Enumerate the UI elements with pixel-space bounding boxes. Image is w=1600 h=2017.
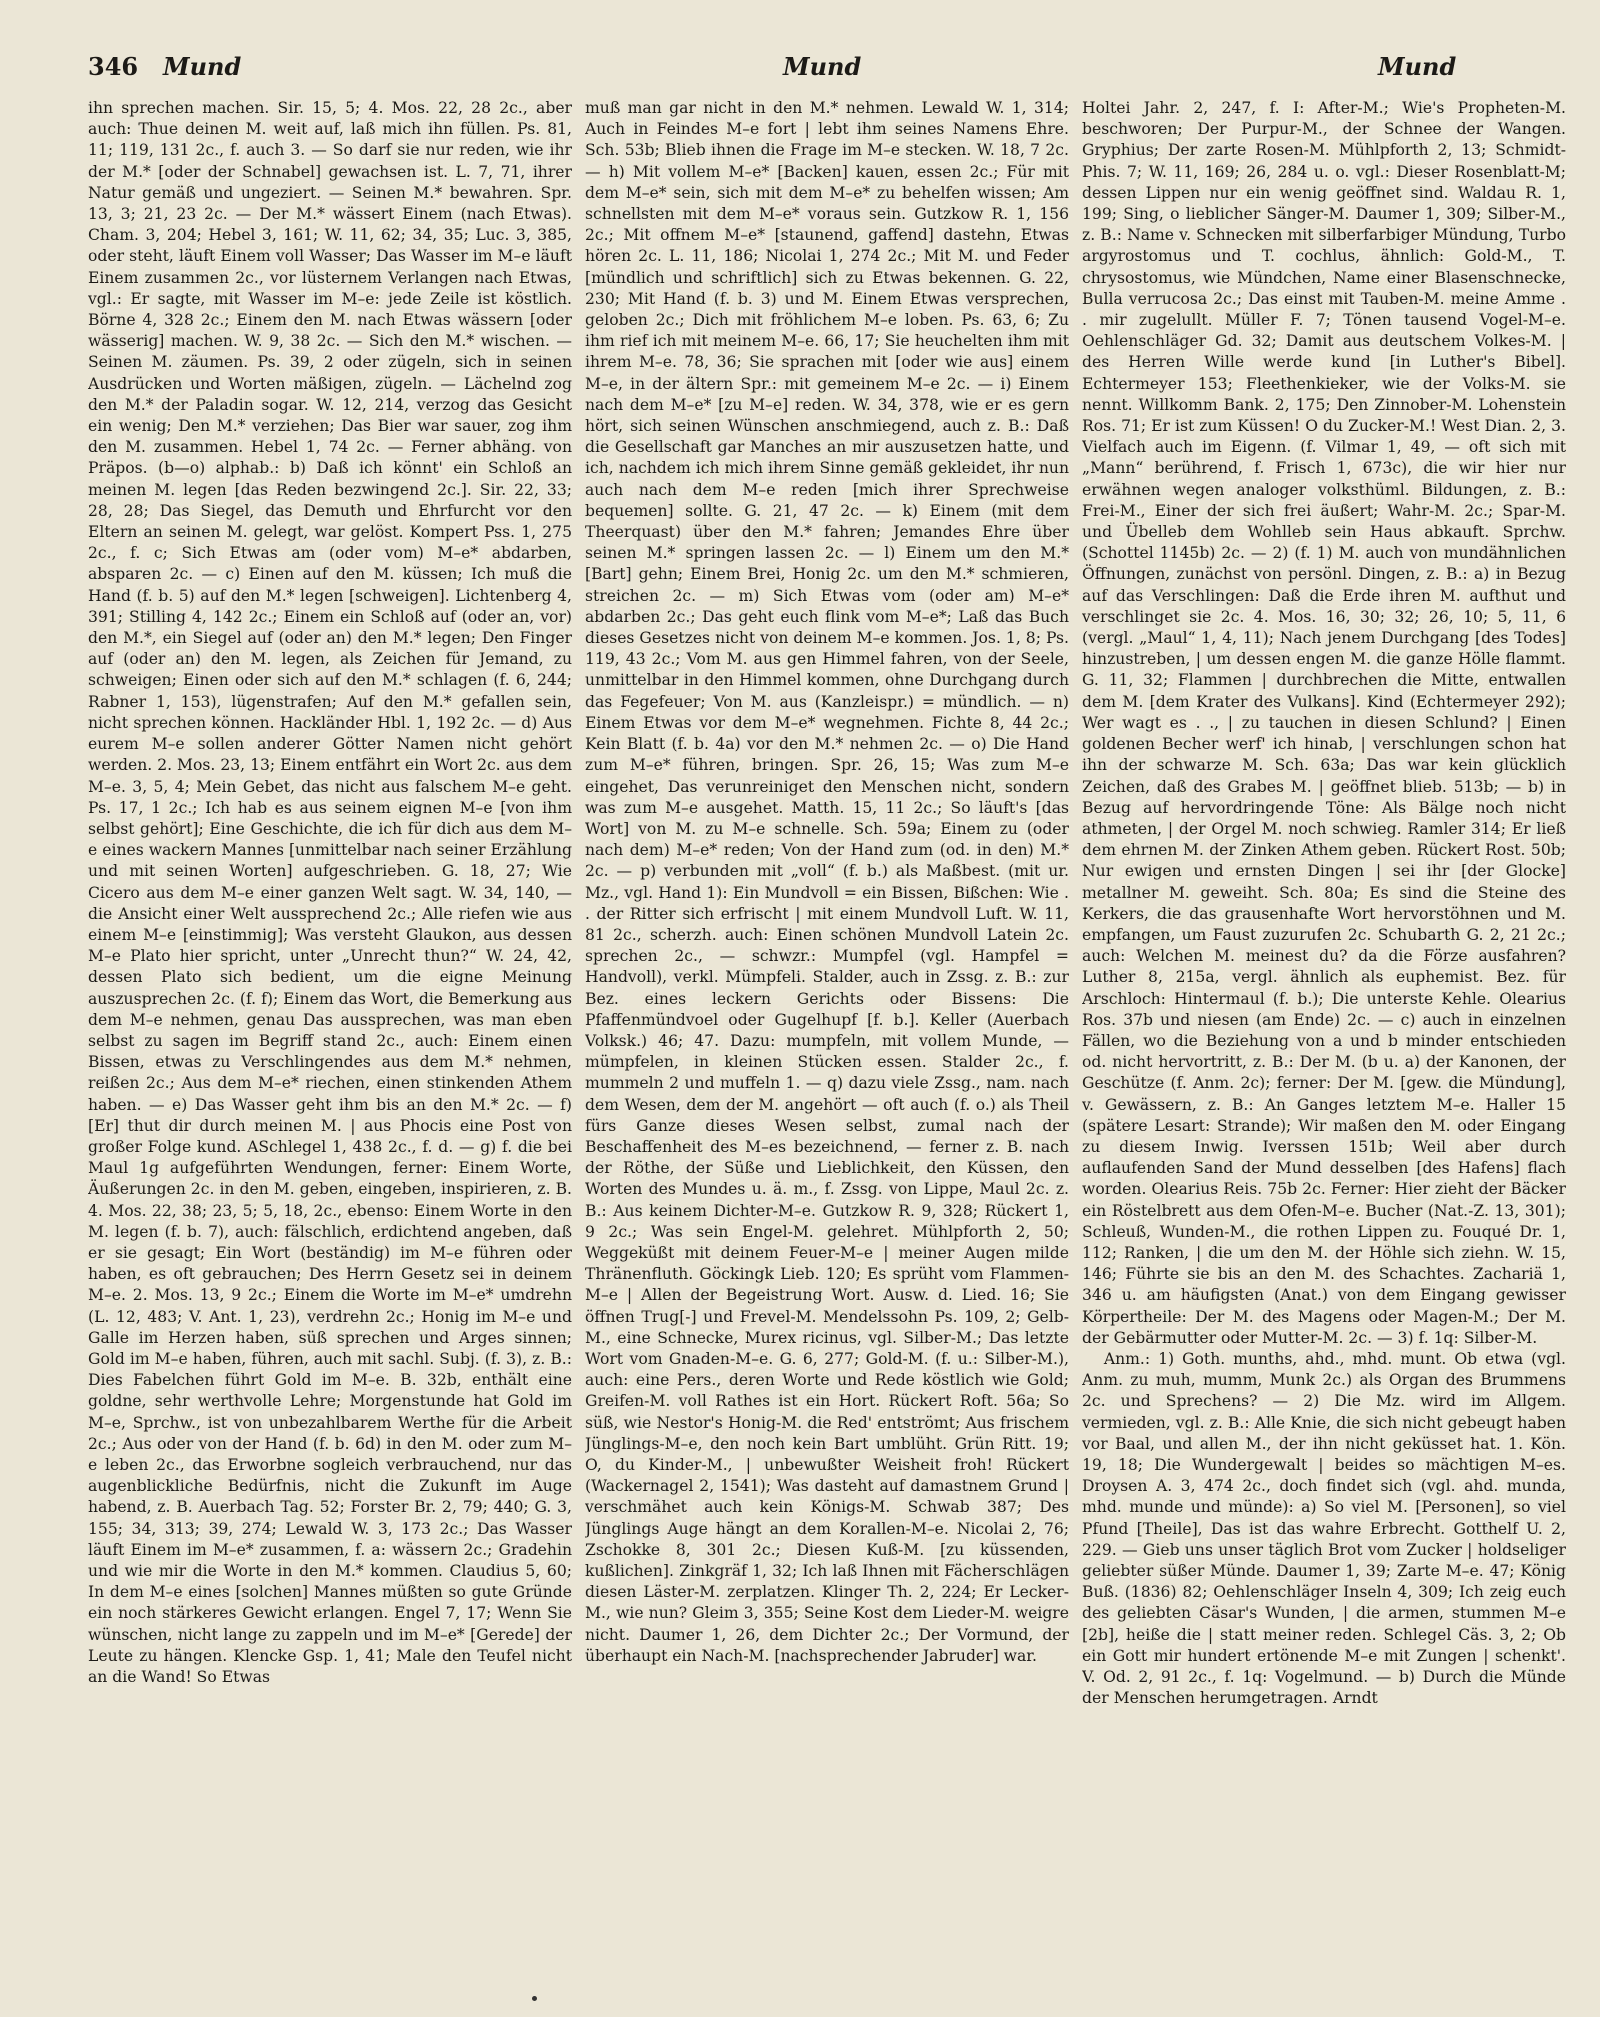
column-2-paragraph: muß man gar nicht in den M.* nehmen. Lewald W. 1, 314; Auch in Feindes M–e fort | lebt ihm seines Namens Ehre. Sch. 53b; Blieb ihnen die Frage im M–e stecken. W. 18, 7 2c. — h) Mit vollem M–e* [Backen] kauen, essen 2c.; Für mit dem M–e* sein, sich mit dem M–e* zu behelfen wissen; Am schnellsten mit dem M–e* voraus sein. Gutzkow R. 1, 156 2c.; Mit offnem M–e* [staunend, gaffend] dastehn, Etwas hören 2c. L. 11, 186; Nicolai 1, 274 2c.; Mit M. und Feder [mündlich und schriftlich] sich zu Etwas bekennen. G. 22, 230; Mit Hand (f. b. 3) und M. Einem Etwas versprechen, geloben 2c.; Dich mit fröhlichem M–e loben. Ps. 63, 6; Zu ihm rief ich mit meinem M–e. 66, 17; Sie heuchelten ihm mit ihrem M–e. 78, 36; Sie sprachen mit [oder wie aus] einem M–e, in der ältern Spr.: mit gemeinem M–e 2c. — i) Einem nach dem M–e* [zu M–e] reden. W. 34, 378, wie er es gern hört, sich seinen Wünschen anschmiegend, auch z. B.: Daß die Gesellschaft gar Manches an mir auszusetzen hatte, und ich, nachdem ich mich ihrem Sinne gemäß gekleidet, ihr nun auch nach dem M–e reden [mich ihrer Sprechweise bequemen] sollte. G. 21, 47 2c. — k) Einem (mit dem Theerquast) über den M.* fahren; Jemandes Ehre über seinen M.* springen lassen 2c. — l) Einem um den M.* [Bart] gehn; Einem Brei, Honig 2c. um den M.* schmieren, streichen 2c. — m) Sich Etwas vom (oder am) M–e* abdarben 2c.; Das geht euch flink vom M–e*; Laß das Buch dieses Gesetzes nicht von deinem M–e kommen. Jos. 1, 8; Ps. 119, 43 2c.; Vom M. aus gen Himmel fahren, von der Seele, unmittelbar in den Himmel kommen, ohne Durchgang durch das Fegefeuer; Von M. aus (Kanzleispr.) = mündlich. — n) Einem Etwas vor dem M–e* wegnehmen. Fichte 8, 44 2c.; Kein Blatt (f. b. 4a) vor den M.* nehmen 2c. — o) Die Hand zum M–e* führen, bringen. Spr. 26, 15; Was zum M–e eingehet, Das verunreiniget den Menschen nicht, sondern was zum M–e ausgehet. Matth. 15, 11 2c.; So läuft's [das Wort] von M. zu M–e schnelle. Sch. 59a; Einem zu (oder nach dem) M–e* reden; Von der Hand zum (od. in den) M.* 2c. — p) verbunden mit „voll“ (f. b.) als Maßbest. (mit ur. Mz., vgl. Hand 1): Ein Mundvoll = ein Bissen, Bißchen: Wie . . der Ritter sich erfrischt | mit einem Mundvoll Luft. W. 11, 81 2c., scherzh. auch: Einen schönen Mundvoll Latein 2c. sprechen 2c., — schwzr.: Mumpfel (vgl. Hampfel = Handvoll), verkl. Mümpfeli. Stalder, auch in Zssg. z. B.: zur Bez. eines leckern Gerichts oder Bissens: Die Pfaffenmündvoel oder Gugelhupf [f. b.]. Keller (Auerbach Volksk.) 46; 47. Dazu: mumpfeln, mit vollem Munde, — mümpfelen, in kleinen Stücken essen. Stalder 2c., f. mummeln 2 und muffeln 1. — q) dazu viele Zssg., nam. nach dem Wesen, dem der M. angehört — oft auch (f. o.) als Theil fürs Ganze dieses Wesen selbst, zumal nach der Beschaffenheit des M–es bezeichnend, — ferner z. B. nach der Röthe, der Süße und Lieblichkeit, den Küssen, den Worten des Mundes u. ä. m., f. Zssg. von Lippe, Maul 2c. z. B.: Aus keinem Dichter-M–e. Gutzkow R. 9, 328; Rückert 1, 9 2c.; Was sein Engel-M. gelehret. Mühlpforth 2, 50; Weggeküßt mit deinem Feuer-M–e | meiner Augen milde Thränenfluth. Göckingk Lieb. 120; Es sprüht vom Flammen-M–e | Allen der Begeistrung Wort. Ausw. d. Lied. 16; Sie öffnen Trug[-] und Frevel-M. Mendelssohn Ps. 109, 2; Gelb-M., eine Schnecke, Murex ricinus, vgl. Silber-M.; Das letzte Wort vom Gnaden-M–e. G. 6, 277; Gold-M. (f. u.: Silber-M.), auch: eine Pers., deren Worte und Rede köstlich wie Gold; Greifen-M. voll Rathes ist ein Hort. Rückert Roft. 56a; So süß, wie Nestor's Honig-M. die Red' entströmt; Aus frischem Jünglings-M–e, den noch kein Bart umblüht. Grün Ritt. 19; O, du Kinder-M., | unbewußter Weisheit froh! Rückert (Wackernagel 2, 1541); Was dasteht auf damastnem Grund | verschmähet auch kein Königs-M. Schwab 387; Des Jünglings Auge hängt an dem Korallen-M–e. Nicolai 2, 76; Zschokke 8, 301 2c.; Diesen Kuß-M. [zu küssenden, kußlichen]. Zinkgräf 1, 32; Ich laß Ihnen mit Fächerschlägen diesen Läster-M. zerplatzen. Klinger Th. 2, 224; Er Lecker-M., wie nun? Gleim 3, 355; Seine Kost dem Lieder-M. weigre nicht. Daumer 1, 26, dem Dichter 2c.; Der Vormund, der überhaupt ein Nach-M. [nachsprechender Jabruder] war. <box>585 99 1069 1665</box>
print-mark <box>532 1996 537 2001</box>
text-column-1 <box>88 98 572 1978</box>
column-3-paragraph: Holtei Jahr. 2, 247, f. I: After-M.; Wie's Propheten-M. beschworen; Der Purpur-M., der Schnee der Wangen. Gryphius; Der zarte Rosen-M. Mühlpforth 2, 13; Schmidt-Phis. 7; W. 11, 169; 26, 284 u. o. vgl.: Dieser Rosenblatt-M; dessen Lippen nur ein wenig geöffnet sind. Waldau R. 1, 199; Sing, o lieblicher Sänger-M. Daumer 1, 309; Silber-M., z. B.: Name v. Schnecken mit silberfarbiger Mündung, Turbo argyrostomus und T. cochlus, ähnlich: Gold-M., T. chrysostomus, wie Mündchen, Name einer Blasenschnecke, Bulla verrucosa 2c.; Das einst mit Tauben-M. meine Amme . . mir zugelullt. Müller F. 7; Tönen tausend Vogel-M–e. Oehlenschläger Gd. 32; Damit aus deutschem Volkes-M. | des Herren Wille werde kund [in Luther's Bibel]. Echtermeyer 153; Fleethenkieker, wie der Volks-M. sie nennt. Willkomm Bank. 2, 175; Den Zinnober-M. Lohenstein Ros. 71; Er ist zum Küssen! O du Zucker-M.! West Dian. 2, 3. Vielfach auch im Eigenn. (f. Vilmar 1, 49, — oft sich mit „Mann“ berührend, f. Frisch 1, 673c), die wir hier nur erwähnen wegen analoger volksthüml. Bildungen, z. B.: Frei-M., Einer der sich frei äußert; Wahr-M. 2c.; Spar-M. und Übelleb dem Wohlleb sein Haus abkauft. Sprchw. (Schottel 1145b) 2c. — 2) (f. 1) M. auch von mundähnlichen Öffnungen, zunächst von persönl. Dingen, z. B.: a) in Bezug auf das Verschlingen: Daß die Erde ihren M. aufthut und verschlinget sie 2c. 4. Mos. 16, 30; 32; 26, 10; 5, 11, 6 (vergl. „Maul“ 1, 4, 11); Nach jenem Durchgang [des Todes] hinzustreben, | um dessen engen M. die ganze Hölle flammt. G. 11, 32; Flammen | durchbrechen die Mitte, entwallen dem M. [dem Krater des Vulkans]. Kind (Echtermeyer 292); Wer wagt es . ., | zu tauchen in diesen Schlund? | Einen goldenen Becher werf' ich hinab, | verschlungen schon hat ihn der schwarze M. Sch. 63a; Das war kein glücklich Zeichen, daß des Grabes M. | geöffnet blieb. 513b; — b) in Bezug auf hervordringende Töne: Als Bälge noch nicht athmeten, | der Orgel M. noch schwieg. Ramler 314; Er ließ dem ehrnen M. der Zinken Athem geben. Rückert Rost. 50b; Nur ewigen und ernsten Dingen | sei ihr [der Glocke] metallner M. geweiht. Sch. 80a; Es sind die Steine des Kerkers, die das grausenhafte Wort hervorstöhnen und M. empfangen, um Faust zuzurufen 2c. Schubarth G. 2, 21 2c.; auch: Welchen M. meinest du? da die Förze ausfahren? Luther 8, 215a, vergl. ähnlich als euphemist. Bez. für Arschloch: Hintermaul (f. b.); Die unterste Kehle. Olearius Ros. 37b und niesen (am Ende) 2c. — c) auch in einzelnen Fällen, wo die Beziehung von a und b minder entschieden od. nicht hervortritt, z. B.: Der M. (b u. a) der Kanonen, der Geschütze (f. Anm. 2c); ferner: Der M. [gew. die Mündung], v. Gewässern, z. B.: An Ganges letztem M–e. Haller 15 (spätere Lesart: Strande); Wir maßen den M. oder Eingang zu diesem Inwig. Iverssen 151b; Weil aber durch auflaufenden Sand der Mund desselben [des Hafens] flach worden. Olearius Reis. 75b 2c. Ferner: Hier zieht der Bäcker ein Röstelbrett aus dem Ofen-M–e. Bucher (Nat.-Z. 13, 301); Schleuß, Wunden-M., die rothen Lippen zu. Fouqué Dr. 1, 112; Ranken, | die um den M. der Höhle sich ziehn. W. 15, 146; Führte sie bis an den M. des Schachtes. Zachariä 1, 346 u. am häufigsten (Anat.) von dem Eingang gewisser Körpertheile: Der M. des Magens oder Magen-M.; Der M. der Gebärmutter oder Mutter-M. 2c. — 3) f. 1q: Silber-M. <box>1082 99 1566 1347</box>
column-3-note-paragraph: Anm.: 1) Goth. munths, ahd., mhd. munt. Ob etwa (vgl. Anm. zu muh, mumm, Munk 2c.) als Organ des Brummens 2c. und Sprechens? — 2) Die Mz. wird im Allgem. vermieden, vgl. z. B.: Alle Knie, die sich nicht gebeugt haben vor Baal, und allen M., der ihn nicht geküsset hat. 1. Kön. 19, 18; Die Wundergewalt | beides so mächtigen M–es. Droysen A. 3, 474 2c., doch findet sich (vgl. ahd. munda, mhd. munde und münde): a) So viel M. [Personen], so viel Pfund [Theile], Das ist das wahre Erbrecht. Gotthelf U. 2, 229. — Gieb uns unser täglich Brot vom Zucker | holdseliger geliebter süßer Münde. Daumer 1, 39; Zarte M–e. 47; König Buß. (1836) 82; Oehlenschläger Inseln 4, 309; Ich zeig euch des geliebten Cäsar's Wunden, | die armen, stummen M–e [2b], heiße die | statt meiner reden. Schlegel Cäs. 3, 2; Ob ein Gott mir hundert ertönende M–e mit Zungen | schenkt'. V. Od. 2, 91 2c., f. 1q: Vogelmund. — b) Durch die Münde der Menschen herumgetragen. Arndt <box>1082 1349 1566 1708</box>
running-headword-center: Mund <box>783 52 862 81</box>
running-headword-right: Mund <box>1378 52 1457 81</box>
page-header <box>88 52 1552 86</box>
running-headword-left: Mund <box>163 52 242 81</box>
page-number: 346 <box>88 52 139 81</box>
text-column-3 <box>1082 98 1566 1978</box>
text-column-2 <box>585 98 1069 1978</box>
column-1-paragraph: ihn sprechen machen. Sir. 15, 5; 4. Mos. 22, 28 2c., aber auch: Thue deinen M. weit auf, laß mich ihn füllen. Ps. 81, 11; 119, 131 2c., f. auch 3. — So darf sie nur reden, wie ihr der M.* [oder der Schnabel] gewachsen ist. L. 7, 71, ihrer Natur gemäß und ungeziert. — Seinen M.* bewahren. Spr. 13, 3; 21, 23 2c. — Der M.* wässert Einem (nach Etwas). Cham. 3, 204; Hebel 3, 161; W. 11, 62; 34, 35; Luc. 3, 385, oder steht, läuft Einem voll Wasser; Das Wasser im M–e läuft Einem zusammen 2c., vor lüsternem Verlangen nach Etwas, vgl.: Er sagte, mit Wasser im M–e: jede Zeile ist köstlich. Börne 4, 328 2c.; Einem den M. nach Etwas wässern [oder wässerig] machen. W. 9, 38 2c. — Sich den M.* wischen. — Seinen M. zäumen. Ps. 39, 2 oder zügeln, sich in seinen Ausdrücken und Worten mäßigen, zügeln. — Lächelnd zog den M.* der Paladin sogar. W. 12, 214, verzog das Gesicht ein wenig; Den M.* verziehen; Das Bier war sauer, zog ihm den M. zusammen. Hebel 1, 74 2c. — Ferner abhäng. von Präpos. (b—o) alphab.: b) Daß ich könnt' ein Schloß an meinen M. legen [das Reden bezwingend 2c.]. Sir. 22, 33; 28, 28; Das Siegel, das Demuth und Ehrfurcht vor den Eltern an seinen M. gelegt, war gelöst. Kompert Pss. 1, 275 2c., f. c; Sich Etwas am (oder vom) M–e* abdarben, absparen 2c. — c) Einen auf den M. küssen; Ich muß die Hand (f. b. 5) auf den M.* legen [schweigen]. Lichtenberg 4, 391; Stilling 4, 142 2c.; Einem ein Schloß auf (oder an, vor) den M.*, ein Siegel auf (oder an) den M.* legen; Den Finger auf (oder an) den M. legen, als Zeichen für Jemand, zu schweigen; Einen oder sich auf den M.* schlagen (f. 6, 244; Rabner 1, 153), lügenstrafen; Auf den M.* gefallen sein, nicht sprechen können. Hackländer Hbl. 1, 192 2c. — d) Aus eurem M–e sollen anderer Götter Namen nicht gehört werden. 2. Mos. 23, 13; Einem entfährt ein Wort 2c. aus dem M–e. 3, 5, 4; Mein Gebet, das nicht aus falschem M–e geht. Ps. 17, 1 2c.; Ich hab es aus seinem eignen M–e [von ihm selbst gehört]; Eine Geschichte, die ich für dich aus dem M–e eines wackern Mannes [unmittelbar nach seiner Erzählung und mit seinen Worten] aufgeschrieben. G. 18, 27; Wie Cicero aus dem M–e einer ganzen Welt sagt. W. 34, 140, — die Ansicht einer Welt aussprechend 2c.; Alle riefen wie aus einem M–e [einstimmig]; Was versteht Glaukon, aus dessen M–e Plato hier spricht, unter „Unrecht thun?“ W. 24, 42, dessen Plato sich bedient, um die eigne Meinung auszusprechen 2c. (f. f); Einem das Wort, die Bemerkung aus dem M–e nehmen, genau Das aussprechen, was man eben selbst zu sagen im Begriff stand 2c., auch: Einem einen Bissen, etwas zu Verschlingendes aus dem M.* nehmen, reißen 2c.; Aus dem M–e* riechen, einen stinkenden Athem haben. — e) Das Wasser geht ihm bis an den M.* 2c. — f) [Er] thut dir durch meinen M. | aus Phocis eine Post von großer Folge kund. ASchlegel 1, 438 2c., f. d. — g) f. die bei Maul 1g aufgeführten Wendungen, ferner: Einem Worte, Äußerungen 2c. in den M. geben, eingeben, inspirieren, z. B. 4. Mos. 22, 38; 23, 5; 5, 18, 2c., ebenso: Einem Worte in den M. legen (f. b. 7), auch: fälschlich, erdichtend angeben, daß er sie gesagt; Ein Wort (beständig) im M–e führen oder haben, es oft gebrauchen; Des Herrn Gesetz sei in deinem M–e. 2. Mos. 13, 9 2c.; Einem die Worte im M–e* umdrehn (L. 12, 483; V. Ant. 1, 23), verdrehn 2c.; Honig im M–e und Galle im Herzen haben, süß sprechen und Arges sinnen; Gold im M–e haben, führen, auch mit sachl. Subj. (f. 3), z. B.: Dies Fabelchen führt Gold im M–e. B. 32b, enthält eine goldne, sehr werthvolle Lehre; Morgenstunde hat Gold im M–e, Sprchw., ist von unbezahlbarem Werthe für die Arbeit 2c.; Aus oder von der Hand (f. b. 6d) in den M. oder zum M–e leben 2c., das Erworbne sogleich verbrauchend, nur das augenblickliche Bedürfnis, nicht die Zukunft im Auge habend, z. B. Auerbach Tag. 52; Forster Br. 2, 79; 440; G. 3, 155; 34, 313; 39, 274; Lewald W. 3, 173 2c.; Das Wasser läuft Einem im M–e* zusammen, f. a: wässern 2c.; Gradehin und wie mir die Worte in den M.* kommen. Claudius 5, 60; In dem M–e eines [solchen] Mannes müßten so gute Gründe ein noch stärkeres Gewicht erlangen. Engel 7, 17; Wenn Sie wünschen, nicht lange zu zappeln und im M–e* [Gerede] der Leute zu hängen. Klencke Gsp. 1, 41; Male den Teufel nicht an die Wand! So Etwas <box>88 99 572 1687</box>
